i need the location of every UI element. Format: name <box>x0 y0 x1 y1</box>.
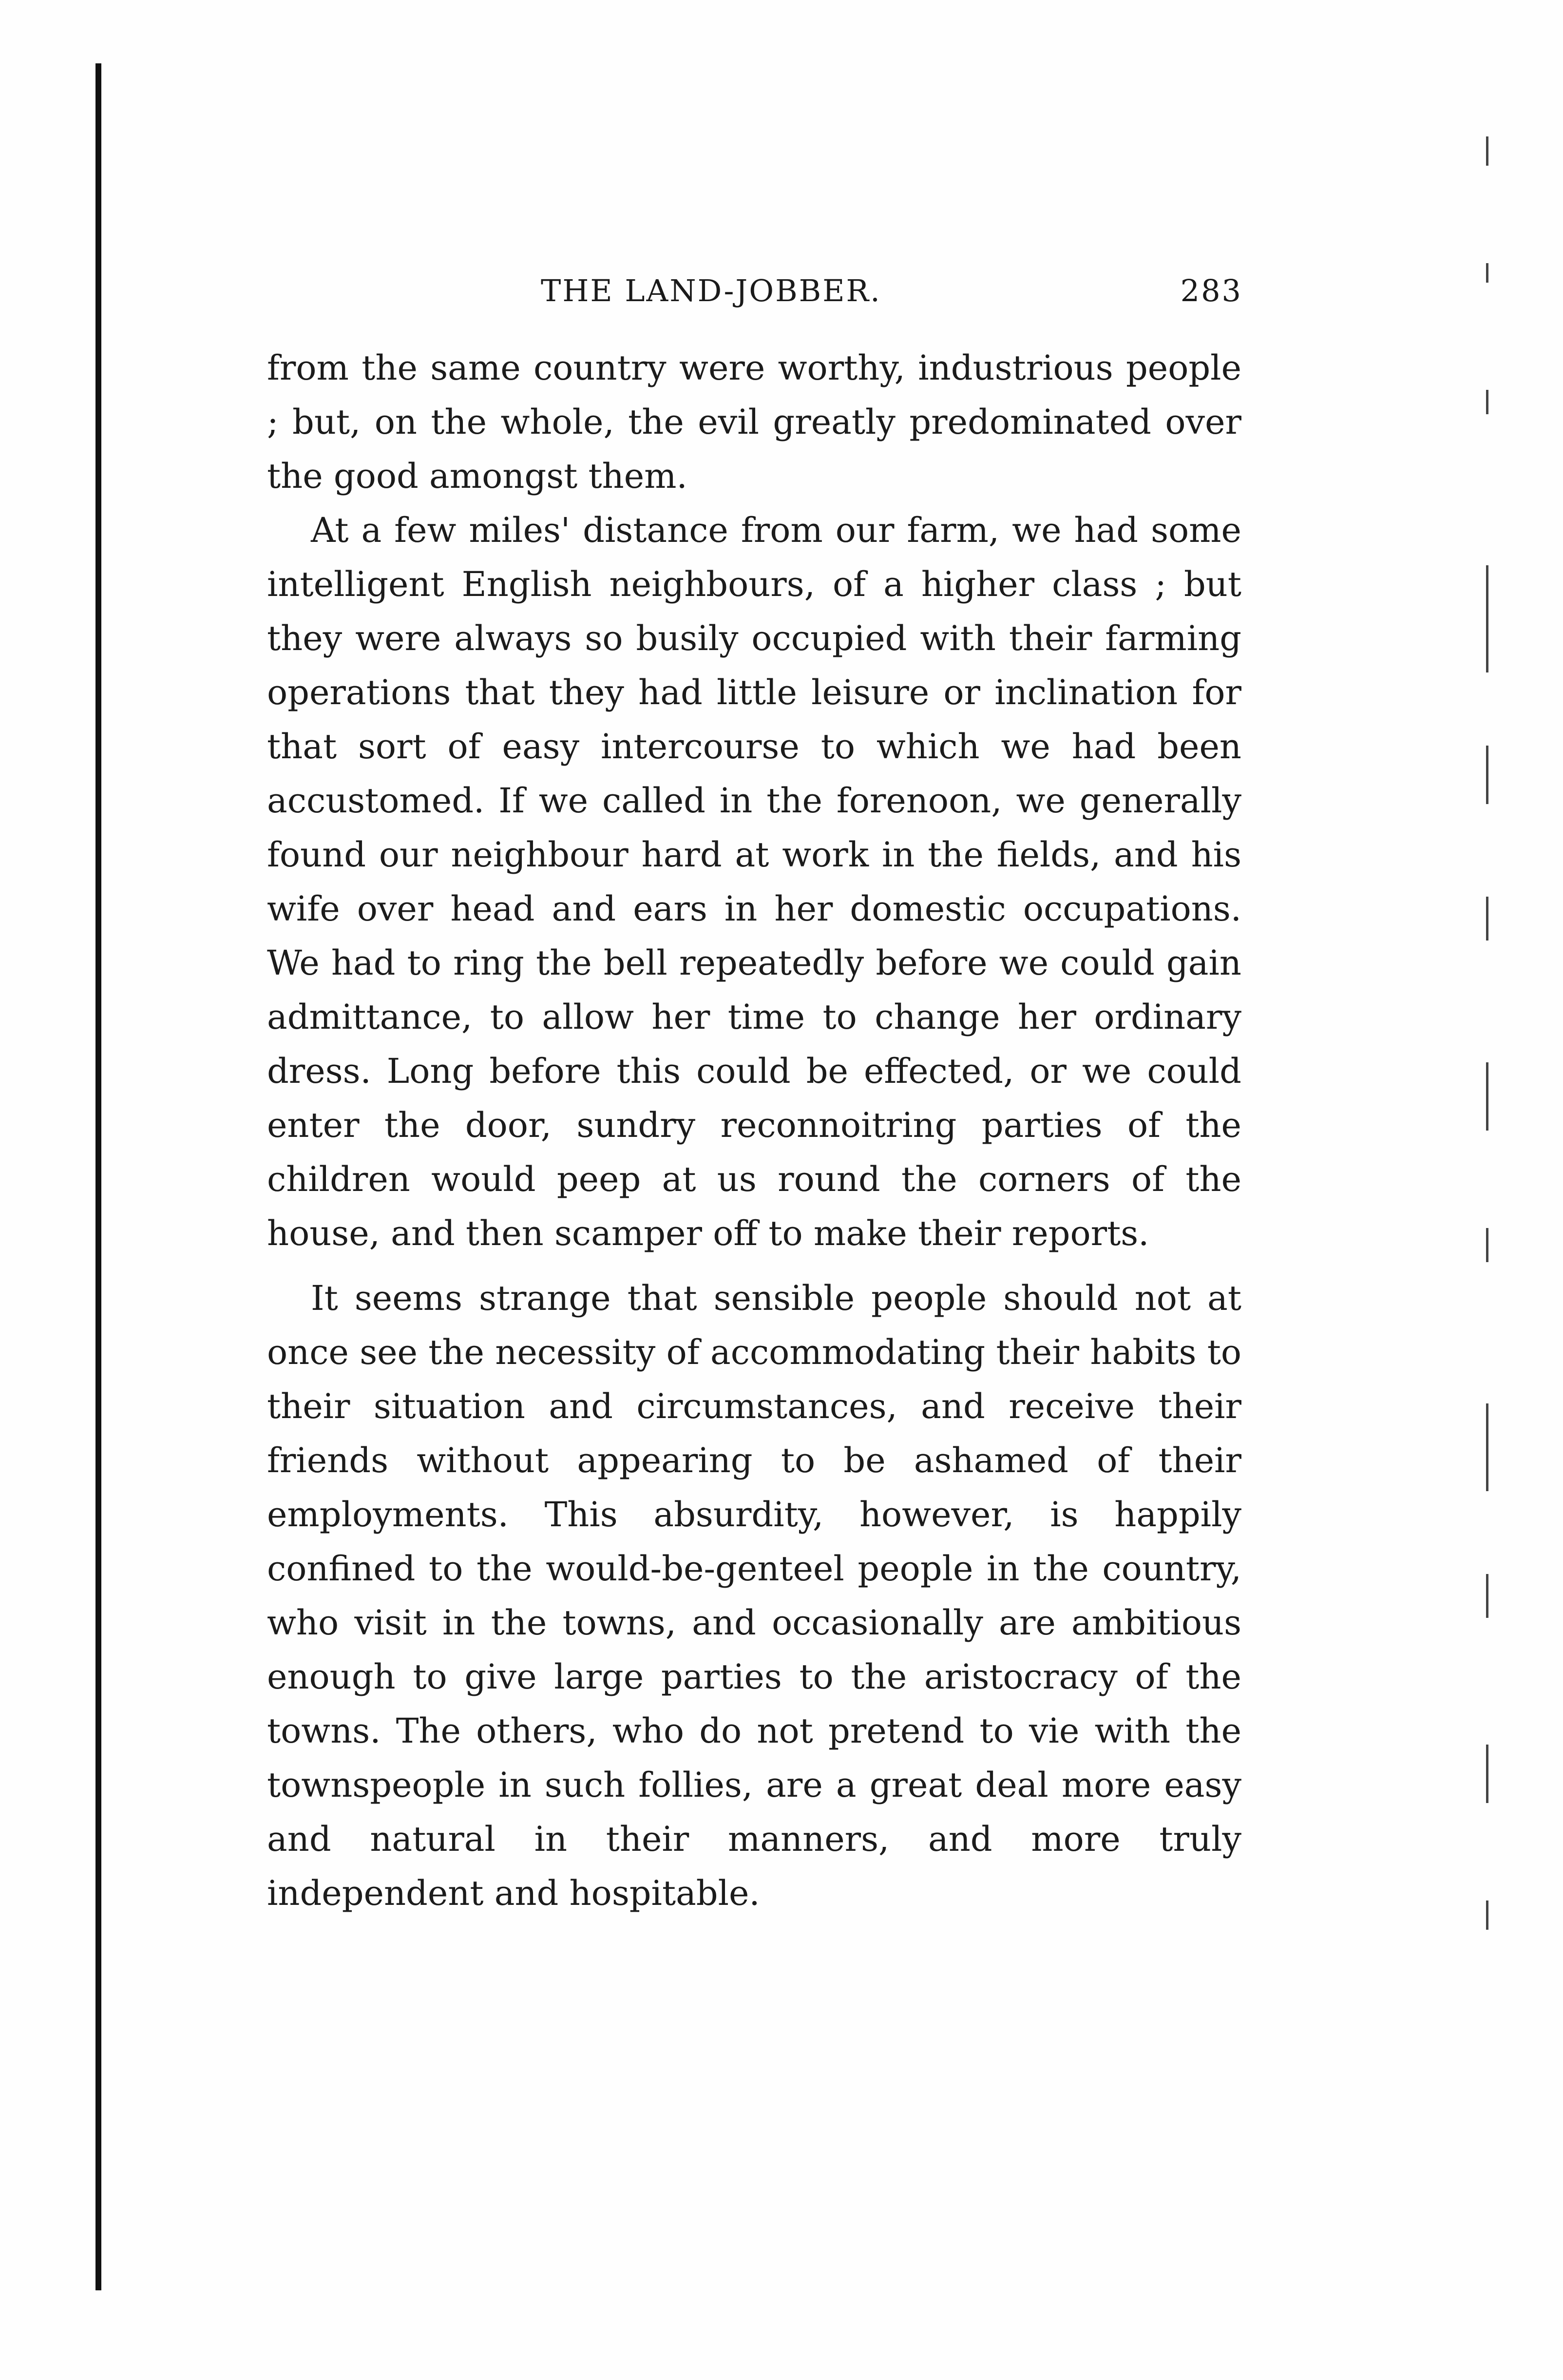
binding-edge-rule <box>95 63 101 2290</box>
page-edge-marks <box>1486 136 1506 1988</box>
paragraph-3: It seems strange that sensible people should not at once see the necessity of accommodating their habits to their situation and circumstances, and receive their friends without appearing to be ashamed of their employments. This absurdity, however, is happily confined to the would-be-genteel people in the country, who visit in the towns, and occasionally are ambitious enough to give large parties to the aristocracy of the towns. The others, who do not pretend to vie with the townspeople in such follies, are a great deal more easy and natural in their manners, and more truly independent and hospitable. <box>267 1278 1241 1913</box>
running-title: THE LAND-JOBBER. <box>541 273 881 308</box>
running-head <box>268 273 1242 317</box>
page-number: 283 <box>1180 273 1242 308</box>
body-text <box>267 341 1241 1920</box>
paragraph-1: from the same country were worthy, industrious people ; but, on the whole, the evil greatly predominated over the good amongst them. <box>267 348 1241 496</box>
paragraph-2: At a few miles' distance from our farm, we had some intelligent English neighbours, of a higher class ; but they were always so busily occupied with their farming operations that they had little leisure or inclination for that sort of easy intercourse to which we had been accustomed. If we called in the forenoon, we generally found our neighbour hard at work in the fields, and his wife over head and ears in her domestic occupations. We had to ring the bell repeatedly before we could gain admittance, to allow her time to change her ordinary dress. Long before this could be effected, or we could enter the door, sundry reconnoitring parties of the children would peep at us round the corners of the house, and then scamper off to make their reports. <box>267 510 1241 1253</box>
